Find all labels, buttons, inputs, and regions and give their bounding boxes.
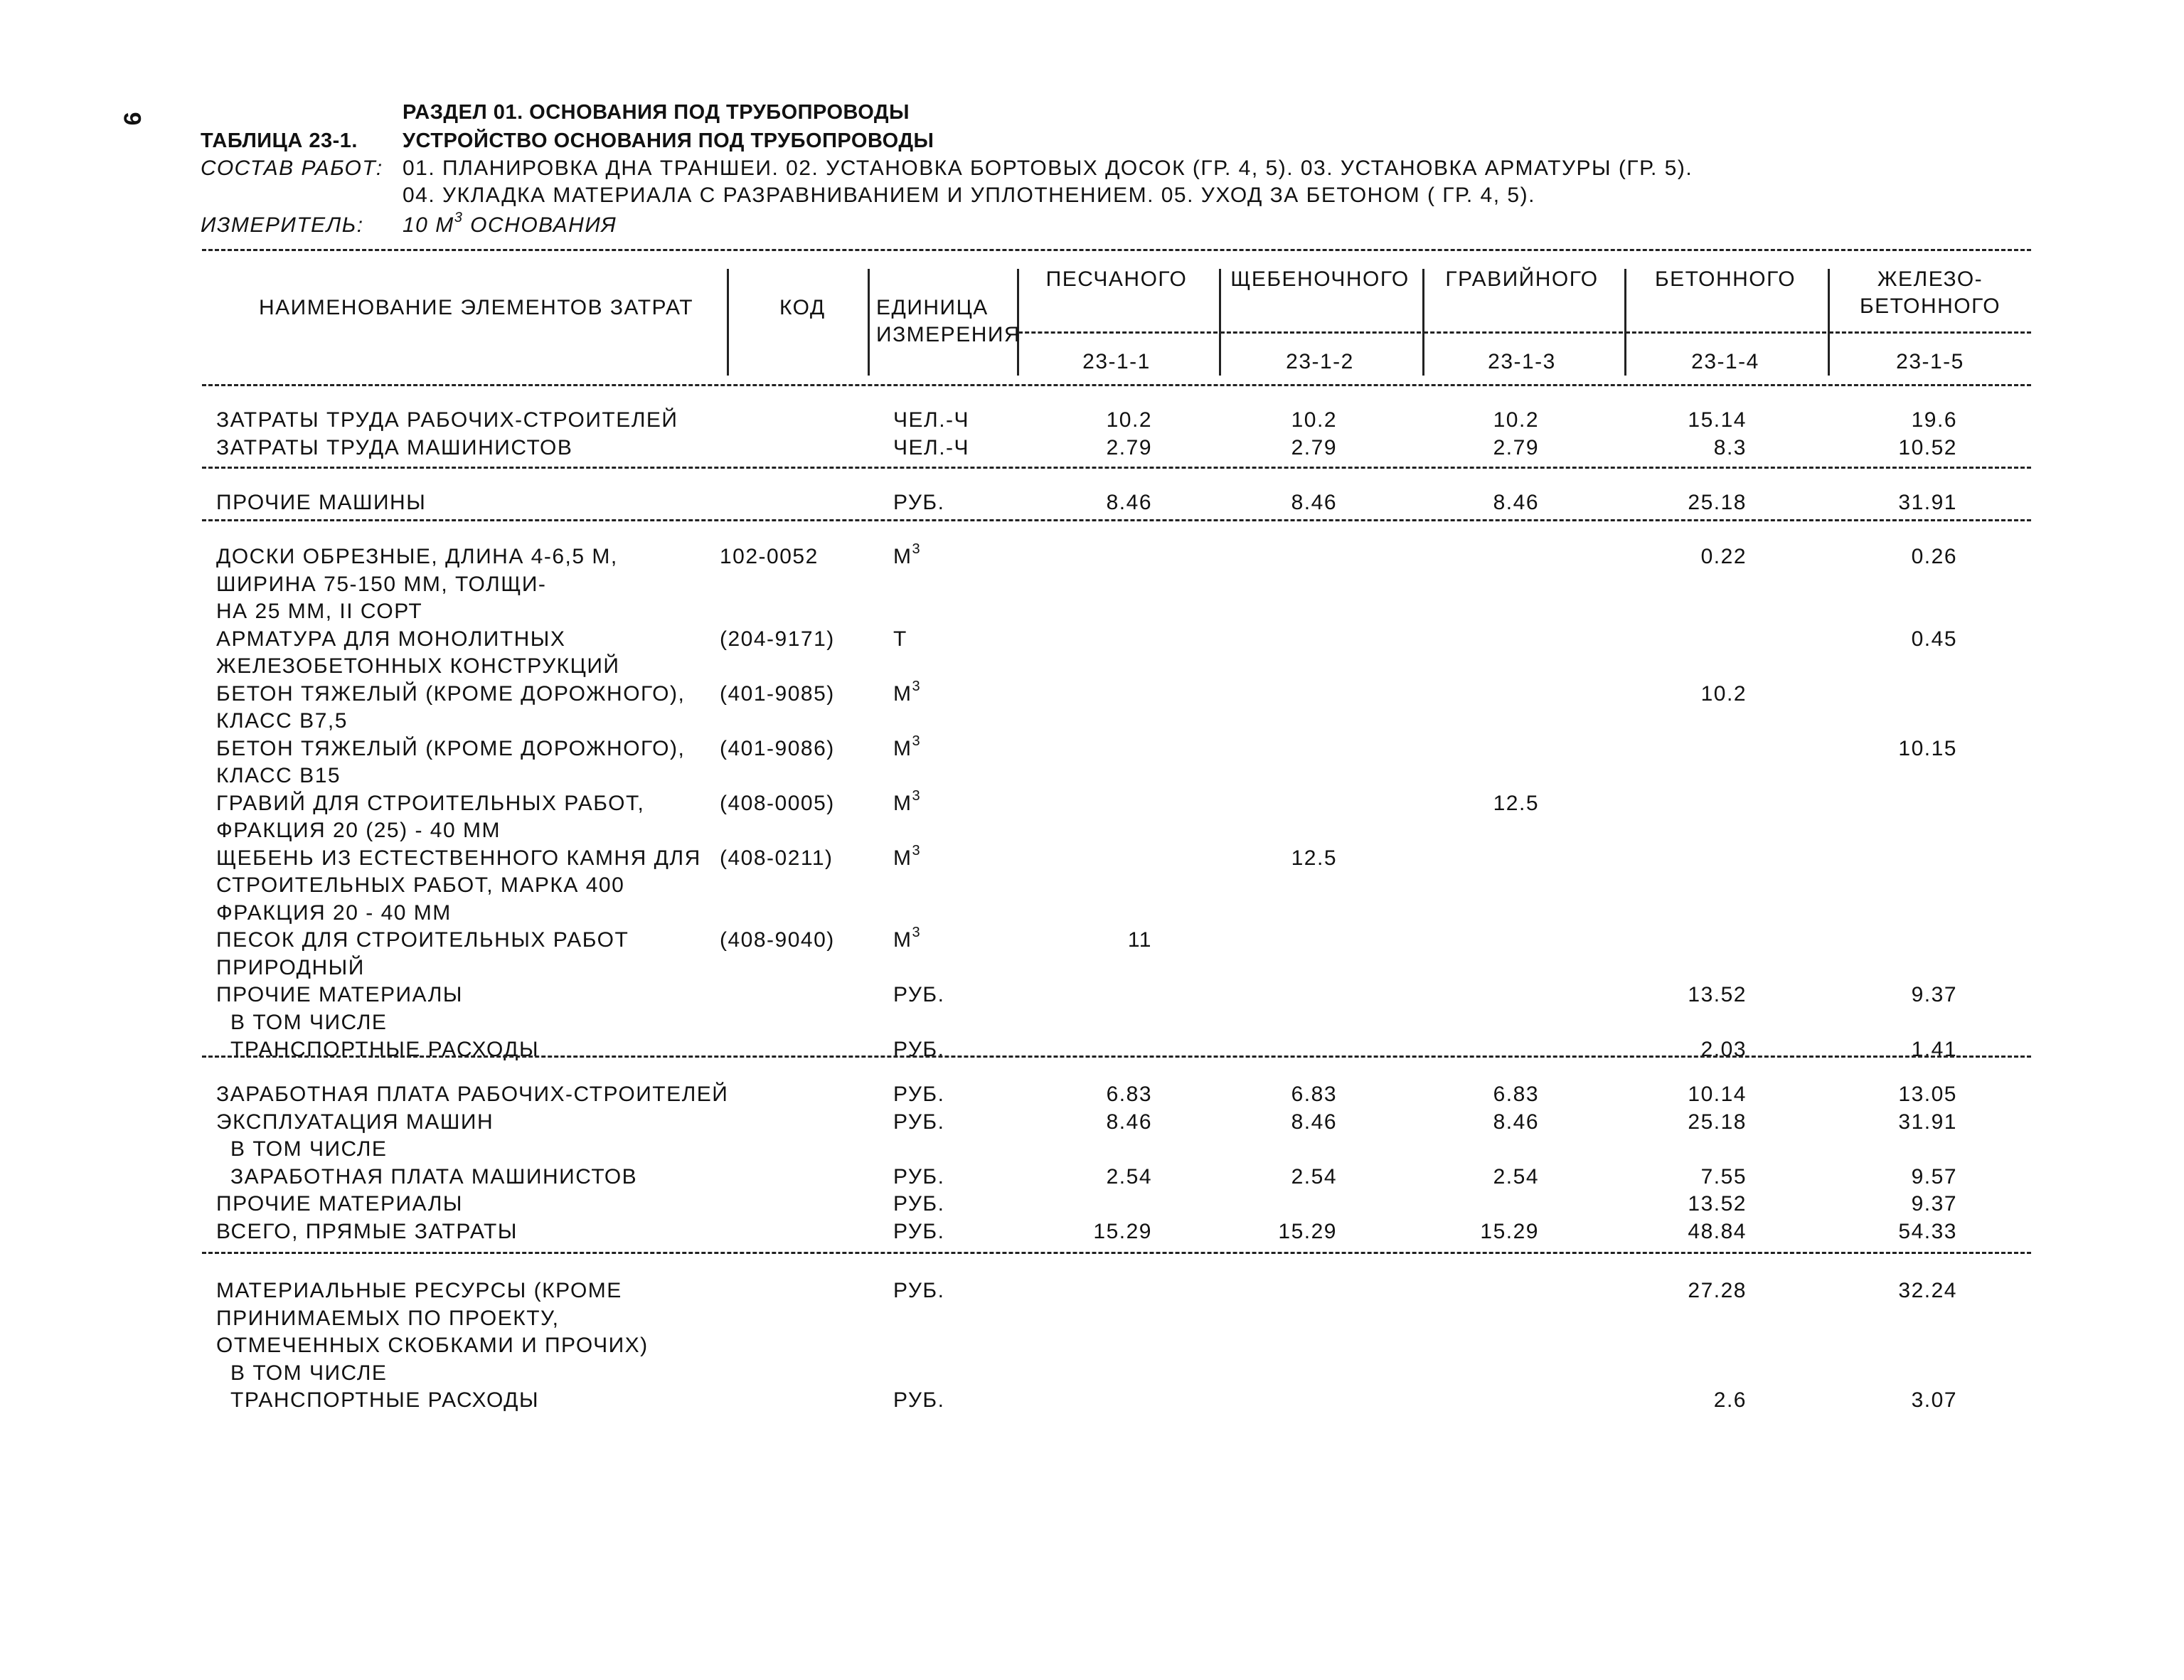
row-name: ПРИРОДНЫЙ [216, 955, 365, 979]
row-unit-sup: 3 [912, 733, 922, 749]
row-code: (408-0005) [720, 791, 835, 815]
meter-value-sup: 3 [454, 210, 464, 225]
row-value: 32.24 [1898, 1279, 1957, 1302]
row-unit-text: М [893, 545, 912, 568]
row-unit-sup: 3 [912, 787, 922, 804]
column-header-code: 23-1-2 [1286, 350, 1354, 373]
row-name: ЗАРАБОТНАЯ ПЛАТА РАБОЧИХ-СТРОИТЕЛЕЙ [216, 1083, 729, 1106]
row-value: 2.54 [1493, 1164, 1539, 1189]
row-unit [893, 1390, 944, 1411]
header-unit-col-1: ЕДИНИЦА [876, 296, 989, 319]
row-name: ВСЕГО, ПРЯМЫЕ ЗАТРАТЫ [216, 1219, 518, 1243]
subheader-rule [1829, 331, 2031, 334]
row-name: ЩЕБЕНЬ ИЗ ЕСТЕСТВЕННОГО КАМНЯ ДЛЯ [216, 846, 701, 870]
row-value: 15.14 [1688, 408, 1747, 432]
row-name: СТРОИТЕЛЬНЫХ РАБОТ, МАРКА 400 [216, 873, 625, 897]
row-unit-sup: 3 [912, 925, 922, 940]
row-value: 31.91 [1898, 1110, 1957, 1134]
row-unit [893, 1112, 944, 1133]
row-value: 8.46 [1291, 1110, 1337, 1134]
row-name: ЭКСПЛУАТАЦИЯ МАШИН [216, 1110, 494, 1134]
row-name: ГРАВИЙ ДЛЯ СТРОИТЕЛЬНЫХ РАБОТ, [216, 791, 645, 815]
meter-value-post: ОСНОВАНИЯ [463, 213, 617, 237]
row-unit-text: РУБ. [893, 1219, 945, 1243]
row-value: 10.15 [1898, 736, 1957, 760]
row-unit-text: РУБ. [893, 1038, 945, 1061]
row-value: 9.57 [1911, 1164, 1957, 1189]
composition-line-2: 04. УКЛАДКА МАТЕРИАЛА С РАЗРАВНИВАНИЕМ И УПЛОТНЕНИЕМ. 05. УХОД ЗА БЕТОНОМ ( ГР. 4, 5). [403, 184, 1535, 207]
row-value: 11 [1127, 928, 1152, 952]
row-name: ПРОЧИЕ МАТЕРИАЛЫ [216, 1192, 463, 1216]
row-name: ТРАНСПОРТНЫЕ РАСХОДЫ [230, 1038, 540, 1061]
row-unit [893, 492, 944, 514]
header-divider [868, 269, 870, 376]
row-value: 8.46 [1106, 491, 1152, 514]
row-value: 10.2 [1700, 681, 1747, 706]
row-unit [893, 925, 922, 952]
row-unit-text: М [893, 846, 912, 870]
row-name: КЛАСС В15 [216, 764, 341, 787]
row-value: 48.84 [1688, 1219, 1747, 1243]
composition-line-1: 01. ПЛАНИРОВКА ДНА ТРАНШЕИ. 02. УСТАНОВКА БОРТОВЫХ ДОСОК (ГР. 4, 5). 03. УСТАНОВКА АРМАТУРЫ (ГР. 5). [403, 156, 1693, 180]
row-value: 0.45 [1911, 627, 1957, 651]
column-header-name: ЩЕБЕНОЧНОГО [1230, 267, 1410, 291]
header-divider [1828, 269, 1830, 376]
row-value: 27.28 [1688, 1279, 1747, 1302]
row-value: 6.83 [1106, 1083, 1152, 1106]
row-value: 54.33 [1898, 1219, 1957, 1243]
row-value: 8.3 [1713, 435, 1747, 459]
row-name: В ТОМ ЧИСЛЕ [230, 1361, 388, 1385]
row-unit-text: РУБ. [893, 1388, 945, 1412]
column-header-name-line2: БЕТОННОГО [1859, 294, 2001, 318]
row-unit [893, 629, 907, 650]
row-name: БЕТОН ТЯЖЕЛЫЙ (КРОМЕ ДОРОЖНОГО), [216, 681, 686, 706]
row-unit-text: Т [893, 627, 907, 651]
row-value: 12.5 [1493, 791, 1539, 815]
group-rule [202, 1252, 2031, 1254]
column-header-name: ГРАВИЙНОГО [1445, 267, 1599, 291]
row-name: ДОСКИ ОБРЕЗНЫЕ, ДЛИНА 4-6,5 М, [216, 545, 618, 568]
table-number: ТАБЛИЦА 23-1. [201, 129, 358, 152]
row-name: ОТМЕЧЕННЫХ СКОБКАМИ И ПРОЧИХ) [216, 1334, 649, 1357]
row-value: 10.2 [1106, 408, 1152, 432]
row-value: 13.52 [1688, 983, 1747, 1006]
column-header-code: 23-1-1 [1082, 350, 1151, 373]
rule-top [202, 249, 2031, 251]
row-code: (204-9171) [720, 627, 835, 651]
row-unit-sup: 3 [912, 541, 922, 557]
row-value: 6.83 [1493, 1083, 1539, 1106]
row-value: 2.6 [1713, 1388, 1747, 1412]
row-name: ЖЕЛЕЗОБЕТОННЫХ КОНСТРУКЦИЙ [216, 654, 620, 678]
page-number: 9 [118, 112, 146, 126]
row-name: АРМАТУРА ДЛЯ МОНОЛИТНЫХ [216, 627, 566, 651]
row-value: 1.41 [1911, 1038, 1957, 1061]
row-value: 12.5 [1291, 846, 1337, 870]
row-value: 8.46 [1493, 1110, 1539, 1134]
row-unit [893, 733, 922, 760]
row-name: ПРОЧИЕ МАШИНЫ [216, 491, 427, 514]
header-code-col: КОД [779, 296, 826, 319]
row-name: ЗАРАБОТНАЯ ПЛАТА МАШИНИСТОВ [230, 1164, 638, 1189]
row-unit [893, 787, 922, 815]
group-rule [202, 467, 2031, 469]
column-header-name: ЖЕЛЕЗО- [1877, 267, 1983, 291]
row-value: 2.79 [1106, 435, 1152, 459]
row-value: 0.26 [1911, 545, 1957, 568]
row-code: (401-9085) [720, 681, 835, 706]
row-name: ПРОЧИЕ МАТЕРИАЛЫ [216, 983, 463, 1006]
row-name: ЗАТРАТЫ ТРУДА РАБОЧИХ-СТРОИТЕЛЕЙ [216, 408, 678, 432]
row-name: В ТОМ ЧИСЛЕ [230, 1137, 388, 1161]
row-unit-text: РУБ. [893, 1083, 945, 1106]
row-name: ФРАКЦИЯ 20 (25) - 40 ММ [216, 819, 501, 842]
row-unit-text: М [893, 736, 912, 760]
row-value: 15.29 [1093, 1219, 1152, 1243]
row-value: 10.2 [1493, 408, 1539, 432]
row-value: 8.46 [1106, 1110, 1152, 1134]
row-name: ФРАКЦИЯ 20 - 40 ММ [216, 900, 452, 925]
row-unit-text: РУБ. [893, 1192, 945, 1216]
row-value: 9.37 [1911, 983, 1957, 1006]
column-header-code: 23-1-5 [1896, 350, 1964, 373]
row-unit-text: ЧЕЛ.-Ч [893, 435, 970, 459]
row-unit-text: РУБ. [893, 1279, 945, 1302]
row-unit [893, 842, 922, 870]
meter-label: ИЗМЕРИТЕЛЬ: [201, 213, 364, 237]
row-unit-text: РУБ. [893, 983, 945, 1006]
section-title: РАЗДЕЛ 01. ОСНОВАНИЯ ПОД ТРУБОПРОВОДЫ [403, 101, 910, 124]
row-name: ШИРИНА 75-150 ММ, ТОЛЩИ- [216, 572, 547, 596]
row-name: ПРИНИМАЕМЫХ ПО ПРОЕКТУ, [216, 1306, 560, 1330]
row-unit-text: М [893, 928, 912, 952]
subheader-rule [1220, 331, 1421, 334]
row-value: 10.2 [1291, 408, 1337, 432]
column-header-name: БЕТОННОГО [1654, 267, 1796, 291]
row-value: 13.52 [1688, 1192, 1747, 1216]
row-code: (408-9040) [720, 928, 835, 952]
row-unit [893, 410, 969, 431]
row-unit [893, 541, 922, 568]
row-value: 31.91 [1898, 491, 1957, 514]
row-unit-text: РУБ. [893, 1110, 945, 1134]
row-unit [893, 1166, 944, 1188]
row-value: 15.29 [1278, 1219, 1337, 1243]
row-value: 15.29 [1480, 1219, 1539, 1243]
row-value: 25.18 [1688, 1110, 1747, 1134]
row-value: 19.6 [1911, 408, 1957, 432]
row-value: 0.22 [1700, 545, 1747, 568]
row-unit-text: М [893, 791, 912, 815]
row-name: НА 25 ММ, II СОРТ [216, 600, 423, 623]
column-header-code: 23-1-3 [1488, 350, 1556, 373]
subheader-rule [1424, 331, 1623, 334]
row-value: 3.07 [1911, 1388, 1957, 1412]
row-unit [893, 1193, 944, 1215]
group-rule [202, 519, 2031, 521]
row-unit-text: М [893, 681, 912, 706]
row-name: КЛАСС В7,5 [216, 709, 348, 733]
row-name: В ТОМ ЧИСЛЕ [230, 1010, 388, 1034]
row-value: 2.54 [1291, 1164, 1337, 1189]
row-code: (401-9086) [720, 736, 835, 760]
row-value: 8.46 [1493, 491, 1539, 514]
row-unit-text: ЧЕЛ.-Ч [893, 408, 970, 432]
row-unit-text: РУБ. [893, 1164, 945, 1189]
row-unit-text: РУБ. [893, 491, 945, 514]
row-value: 13.05 [1898, 1083, 1957, 1106]
column-header-name: ПЕСЧАНОГО [1045, 267, 1188, 291]
meter-value [403, 210, 617, 237]
row-unit [893, 984, 944, 1006]
header-unit-col-2: ИЗМЕРЕНИЯ [876, 323, 1021, 346]
group-rule [202, 1056, 2031, 1058]
row-value: 10.52 [1898, 435, 1957, 459]
row-value: 2.79 [1493, 435, 1539, 459]
row-unit [893, 437, 969, 459]
row-code: (408-0211) [720, 846, 833, 870]
row-name: ТРАНСПОРТНЫЕ РАСХОДЫ [230, 1388, 540, 1412]
row-value: 10.14 [1688, 1083, 1747, 1106]
row-value: 2.03 [1700, 1038, 1747, 1061]
row-value: 2.79 [1291, 435, 1337, 459]
column-header-code: 23-1-4 [1691, 350, 1759, 373]
row-unit-sup: 3 [912, 678, 922, 694]
meter-value-pre: 10 М [403, 213, 454, 237]
row-unit [893, 678, 922, 706]
subheader-rule [1626, 331, 1826, 334]
row-code: 102-0052 [720, 545, 819, 568]
row-value: 2.54 [1106, 1164, 1152, 1189]
subheader-rule [1018, 331, 1218, 334]
row-value: 9.37 [1911, 1192, 1957, 1216]
row-unit [893, 1084, 944, 1105]
table-title: УСТРОЙСТВО ОСНОВАНИЯ ПОД ТРУБОПРОВОДЫ [403, 129, 934, 152]
row-name: ЗАТРАТЫ ТРУДА МАШИНИСТОВ [216, 435, 573, 459]
header-name-col: НАИМЕНОВАНИЕ ЭЛЕМЕНТОВ ЗАТРАТ [259, 296, 694, 319]
row-unit-sup: 3 [912, 842, 922, 858]
row-name: ПЕСОК ДЛЯ СТРОИТЕЛЬНЫХ РАБОТ [216, 928, 629, 952]
row-unit [893, 1280, 944, 1302]
row-value: 6.83 [1291, 1083, 1337, 1106]
rule-header-bottom [202, 384, 2031, 386]
composition-label: СОСТАВ РАБОТ: [201, 156, 383, 180]
row-value: 7.55 [1700, 1164, 1747, 1189]
row-value: 25.18 [1688, 491, 1747, 514]
row-name: МАТЕРИАЛЬНЫЕ РЕСУРСЫ (КРОМЕ [216, 1279, 622, 1302]
row-name: БЕТОН ТЯЖЕЛЫЙ (КРОМЕ ДОРОЖНОГО), [216, 736, 686, 760]
row-value: 8.46 [1291, 491, 1337, 514]
row-unit [893, 1221, 944, 1243]
header-divider [727, 269, 729, 376]
